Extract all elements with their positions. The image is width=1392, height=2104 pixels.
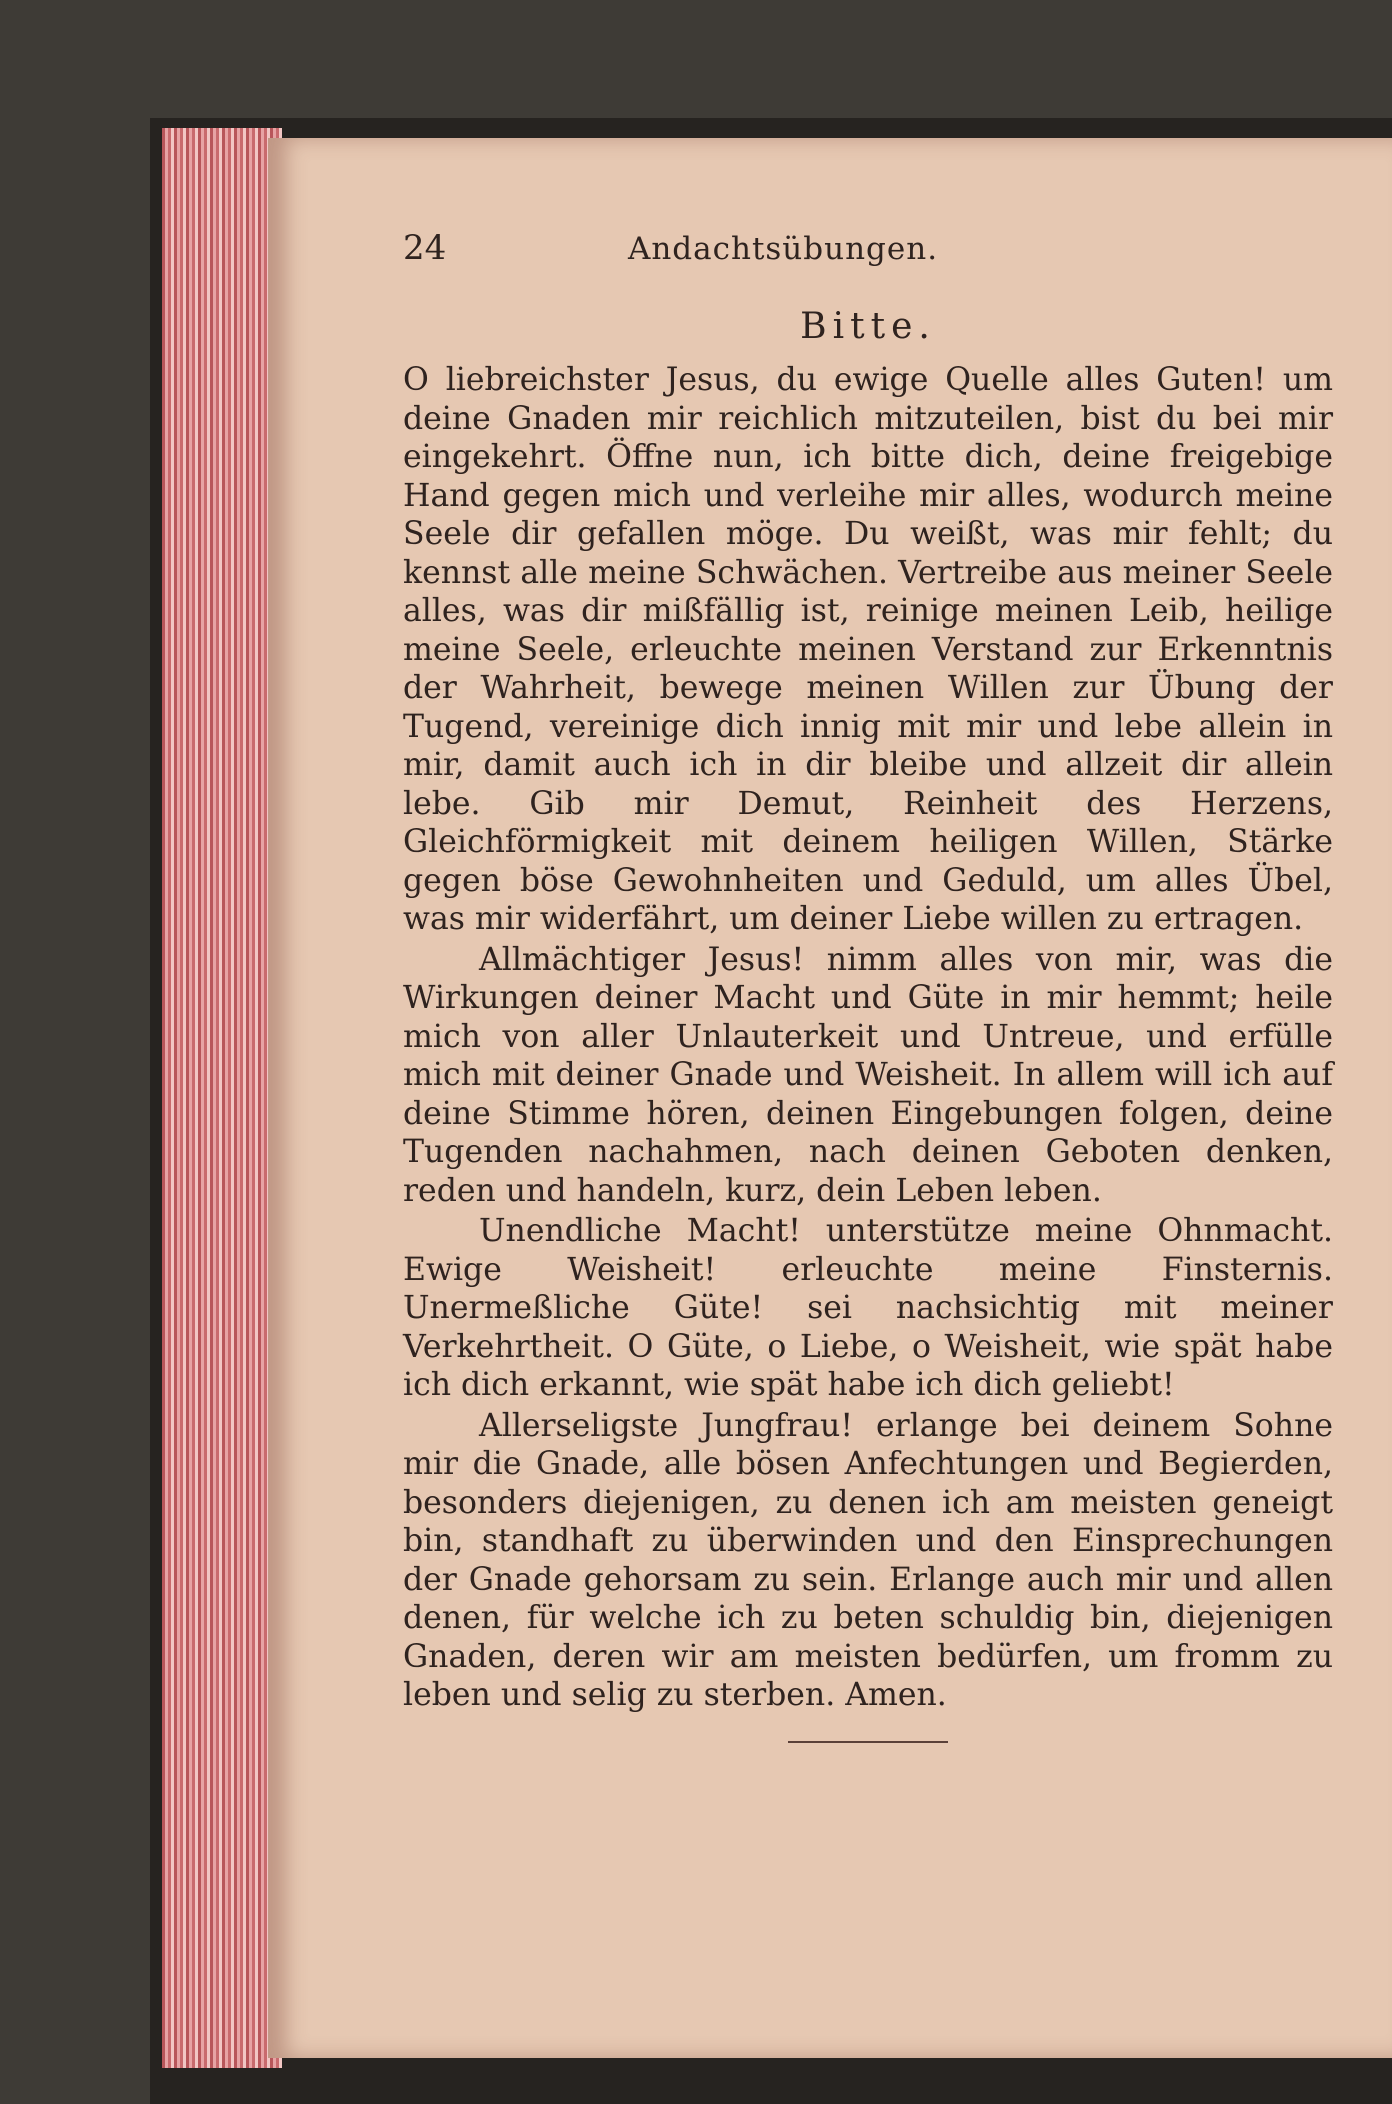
paragraph: O liebreichster Jesus, du ewige Quelle alles Guten! um deine Gnaden mir reichlich mitzuteilen, bist du bei mir eingekehrt. Öffne nun, ich bitte dich, deine freigebige Hand gegen mich und verleihe mir alles, wodurch meine Seele dir gefallen möge. Du weißt, was mir fehlt; du kennst alle meine Schwächen. Vertreibe aus meiner Seele alles, was dir mißfällig ist, reinige meinen Leib, heilige meine Seele, erleuchte meinen Verstand zur Erkenntnis der Wahrheit, bewege meinen Willen zur Übung der Tugend, vereinige dich innig mit mir und lebe allein in mir, damit auch ich in dir bleibe und allzeit dir allein lebe. Gib mir Demut, Reinheit des Herzens, Gleichförmigkeit mit deinem heiligen Willen, Stärke gegen böse Gewohnheiten und Geduld, um alles Übel, was mir widerfährt, um deiner Liebe willen zu ertragen.: [403, 362, 1333, 937]
paragraph: Allerseligste Jungfrau! erlange bei deinem Sohne mir die Gnade, alle bösen Anfechtungen und Begierden, besonders diejenigen, zu denen ich am meisten geneigt bin, standhaft zu überwinden und den Einsprechungen der Gnade gehorsam zu sein. Erlange auch mir und allen denen, für welche ich zu beten schuldig bin, diejenigen Gnaden, deren wir am meisten bedürfen, um fromm zu leben und selig zu sterben. Amen.: [403, 1407, 1333, 1713]
running-title: Andachtsübungen.: [627, 231, 939, 267]
end-rule: [788, 1741, 948, 1743]
page-edges: [162, 128, 282, 2068]
paragraph: Allmächtiger Jesus! nimm alles von mir, was die Wirkungen deiner Macht und Güte in mir hemmt; heile mich von aller Unlauterkeit und Untreue, und erfülle mich mit deiner Gnade und Weisheit. In allem will ich auf deine Stimme hören, deinen Eingebungen folgen, deine Tugenden nachahmen, nach deinen Geboten denken, reden und handeln, kurz, dein Leben leben.: [403, 941, 1333, 1209]
running-head: [403, 228, 1333, 298]
book-page: [268, 138, 1392, 2058]
page-content: [403, 228, 1333, 1743]
section-title: Bitte.: [800, 306, 936, 347]
page-number: 24: [403, 228, 447, 268]
paragraph: Unendliche Macht! unterstütze meine Ohnmacht. Ewige Weisheit! erleuchte meine Finsternis. Unermeßliche Güte! sei nachsichtig mit meiner Verkehrtheit. O Güte, o Liebe, o Weisheit, wie spät habe ich dich erkannt, wie spät habe ich dich geliebt!: [403, 1213, 1333, 1403]
